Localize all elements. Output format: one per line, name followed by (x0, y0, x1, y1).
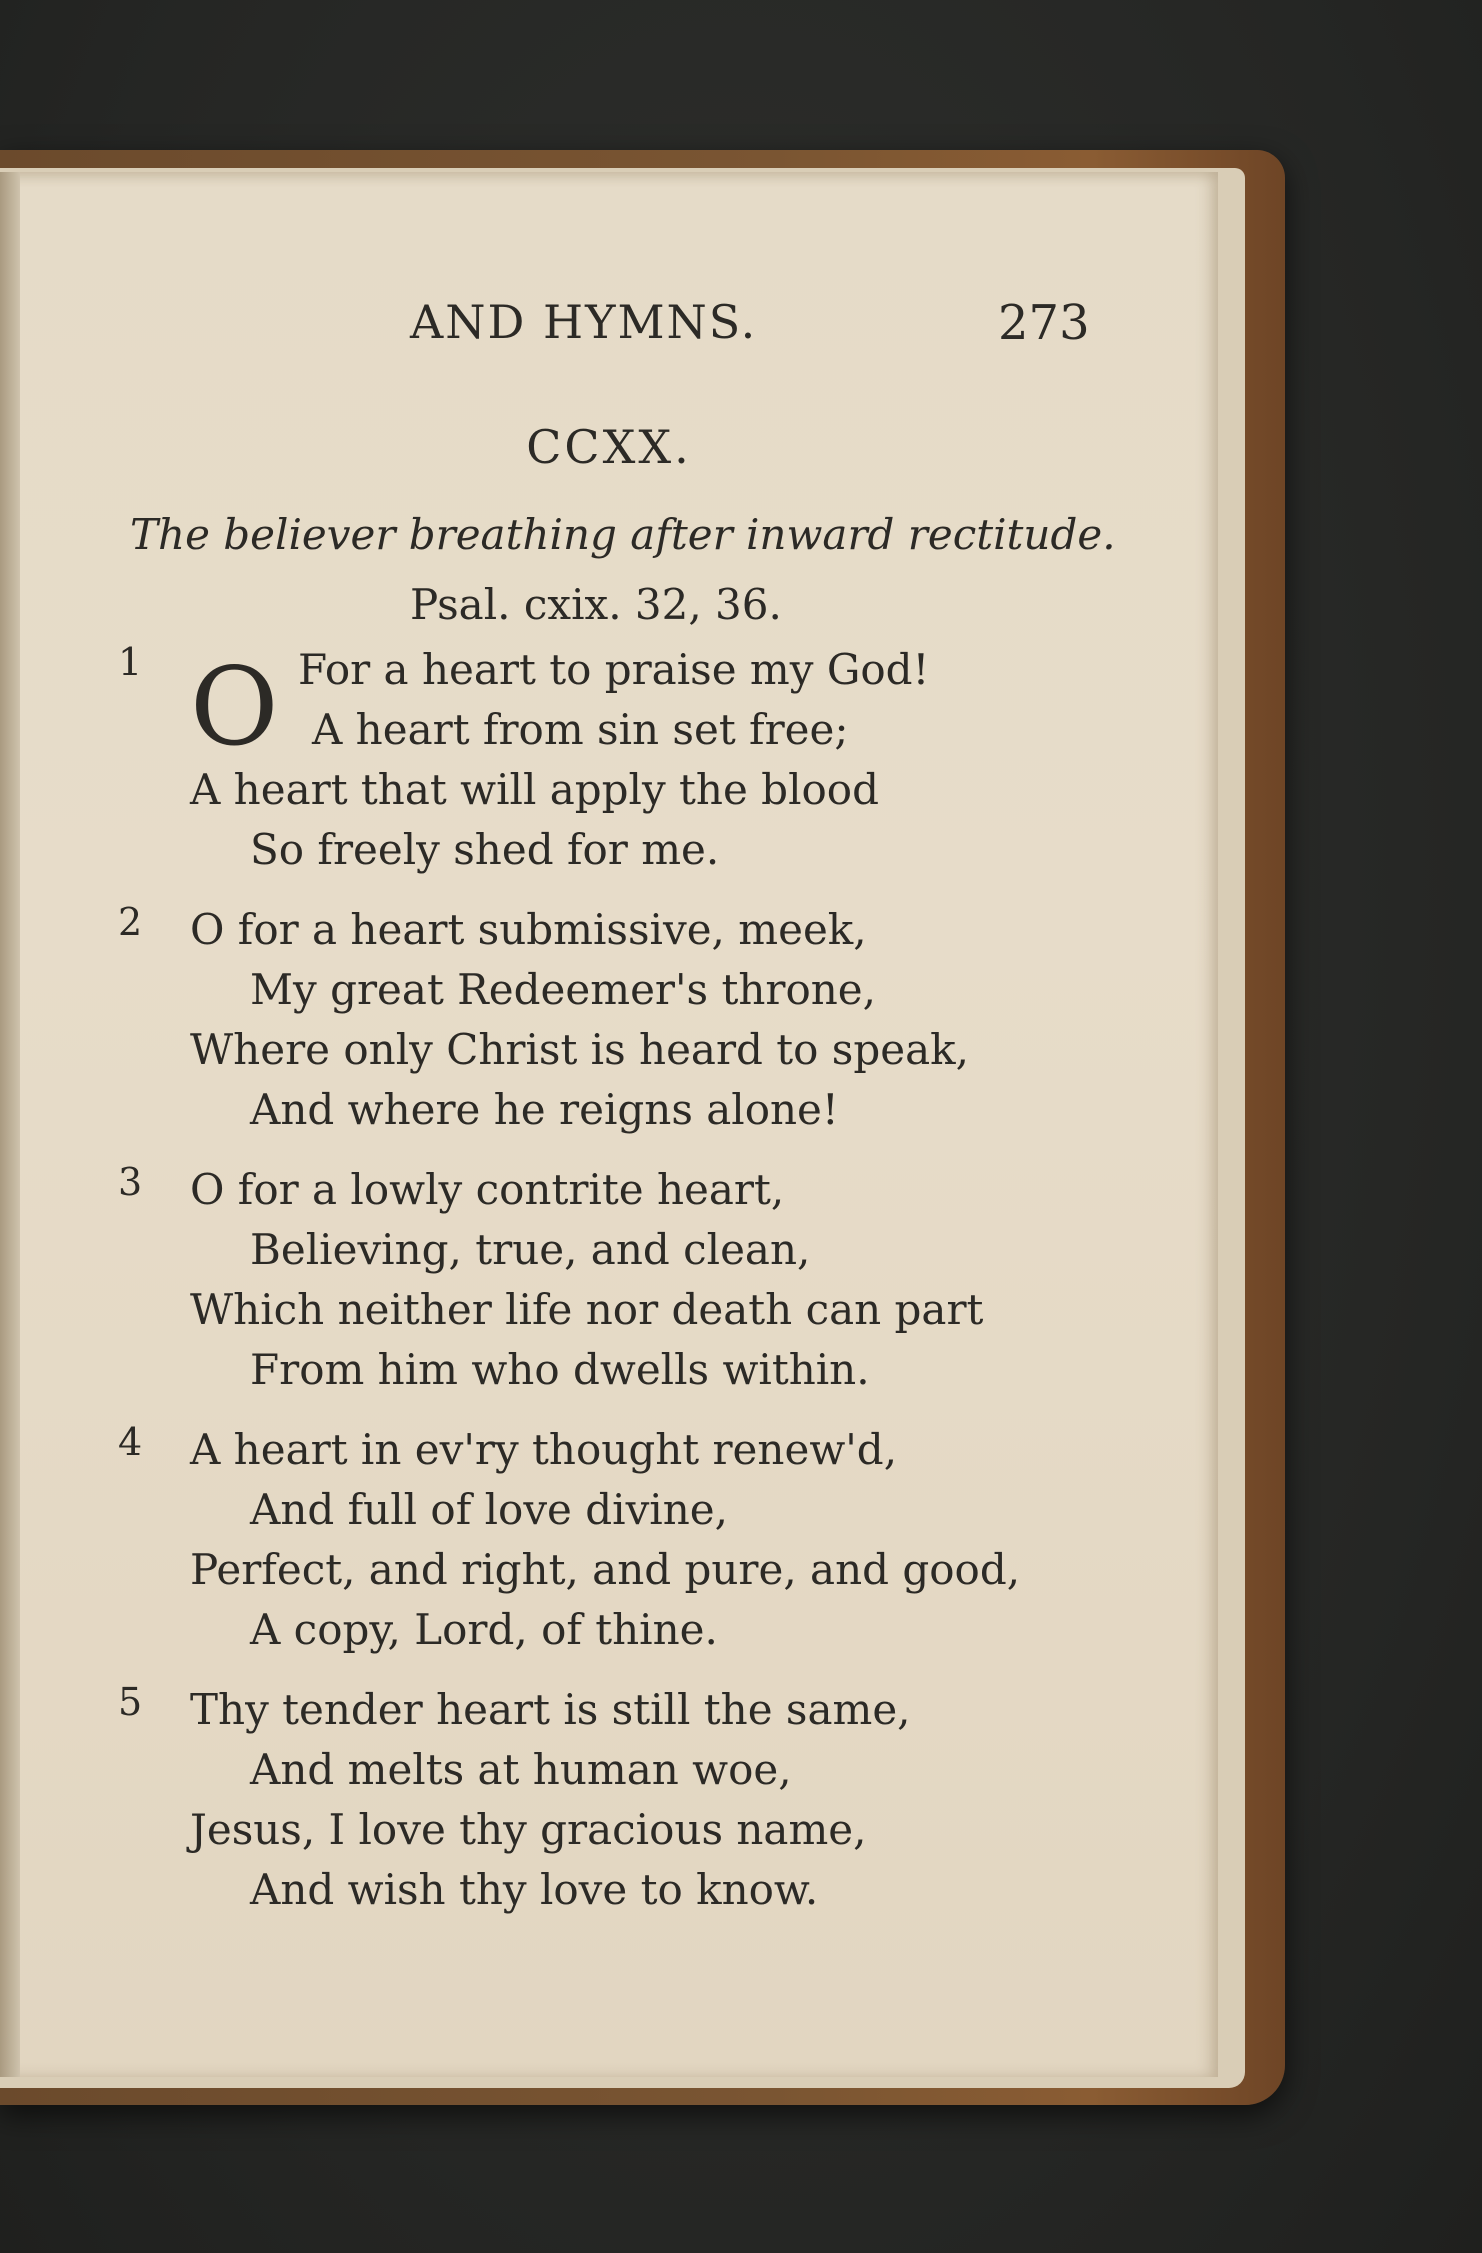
verse-line: Which neither life nor death can part (190, 1285, 984, 1334)
scripture-reference: Psal. cxix. 32, 36. (410, 580, 782, 629)
verse-line: Believing, true, and clean, (250, 1225, 811, 1274)
verse-line: A heart from sin set free; (312, 705, 849, 754)
verse-number: 4 (118, 1420, 143, 1464)
hymn-title: The believer breathing after inward rectitude. (130, 510, 1116, 559)
verse-1 (0, 640, 1218, 880)
verse-line: And wish thy love to know. (250, 1865, 819, 1914)
drop-cap: O (190, 645, 279, 770)
verse-line: And full of love divine, (250, 1485, 728, 1534)
verse-number: 3 (118, 1160, 143, 1204)
verse-5 (0, 1680, 1218, 1920)
verse-line: A heart that will apply the blood (190, 765, 879, 814)
verse-line: And melts at human woe, (250, 1745, 792, 1794)
verse-line: A heart in ev'ry thought renew'd, (190, 1425, 898, 1474)
verse-line: O for a heart submissive, meek, (190, 905, 867, 954)
verse-line: A copy, Lord, of thine. (250, 1605, 718, 1654)
verse-line: My great Redeemer's throne, (250, 965, 877, 1014)
verse-line: So freely shed for me. (250, 825, 720, 874)
verse-line: Thy tender heart is still the same, (190, 1685, 911, 1734)
verse-line: Perfect, and right, and pure, and good, (190, 1545, 1021, 1594)
running-head: AND HYMNS. (410, 295, 758, 349)
verse-2 (0, 900, 1218, 1140)
verse-number: 5 (118, 1680, 143, 1724)
verse-line: O for a lowly contrite heart, (190, 1165, 785, 1214)
verse-line: Jesus, I love thy gracious name, (190, 1805, 867, 1854)
verse-line: Where only Christ is heard to speak, (190, 1025, 969, 1074)
verse-line: For a heart to praise my God! (298, 645, 930, 694)
page-number: 273 (998, 295, 1090, 351)
verse-number: 2 (118, 900, 143, 944)
verse-line: From him who dwells within. (250, 1345, 870, 1394)
verse-4 (0, 1420, 1218, 1660)
page-header (0, 295, 1218, 365)
hymn-number-text: CCXX. (526, 420, 692, 474)
hymn-verses (0, 640, 1218, 1940)
verse-line: And where he reigns alone! (250, 1085, 839, 1134)
verse-number: 1 (118, 640, 143, 684)
hymn-number (0, 420, 1218, 474)
verse-3 (0, 1160, 1218, 1400)
